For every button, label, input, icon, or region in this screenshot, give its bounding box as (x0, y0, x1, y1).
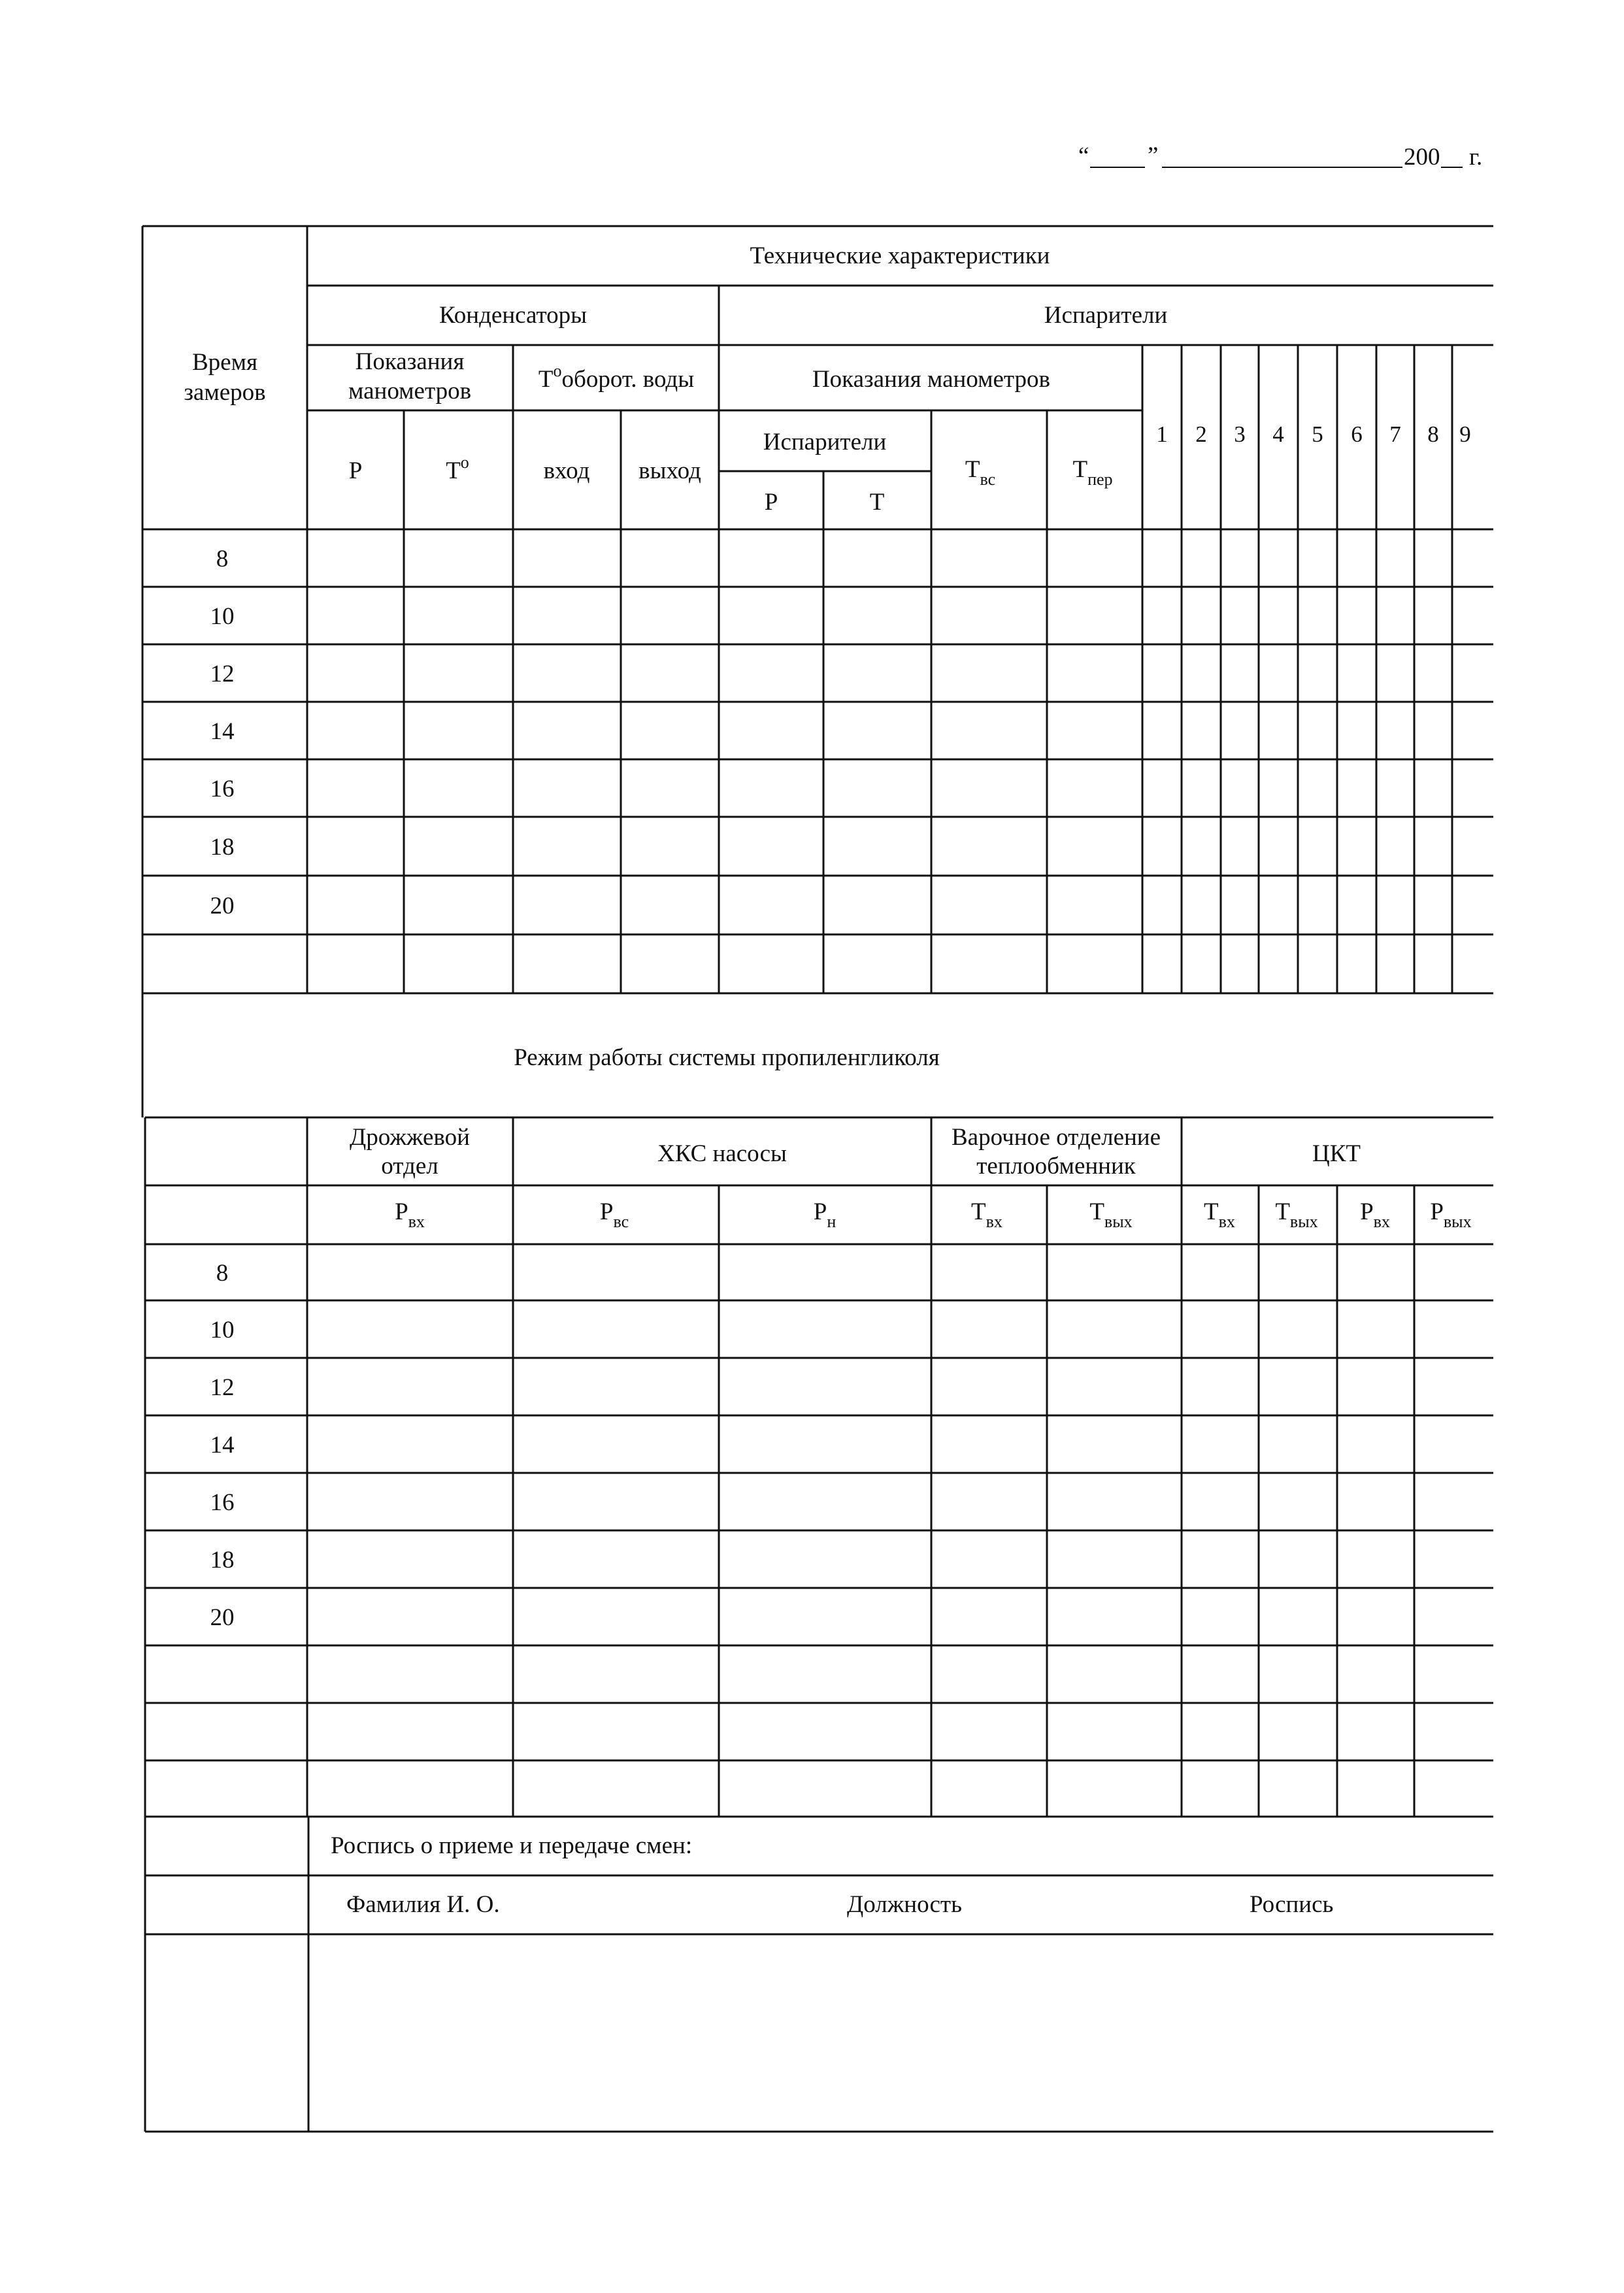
glycol-sub-header-sub: вых (1289, 1212, 1318, 1231)
glycol-sub-header (1360, 1198, 1390, 1231)
time-header-line1: Время (191, 349, 258, 376)
glycol-sub-header-letter: Т (1089, 1198, 1104, 1225)
glycol-sub-header-letter: Т (971, 1198, 986, 1225)
water-temp-rest: оборот. воды (561, 366, 695, 393)
evaporator-sub-title: Испарители (763, 429, 887, 455)
time-row-label: 18 (210, 1547, 235, 1574)
pumps-header: ХКС насосы (657, 1140, 787, 1167)
signature-position-label: Должность (847, 1891, 962, 1918)
time-row-label: 10 (210, 603, 235, 630)
glycol-sub-header-letter: Р (1430, 1198, 1444, 1225)
yeast-dept-line1: Дрожжевой (350, 1124, 470, 1151)
col-t-overheat-letter: Т (1072, 456, 1088, 483)
glycol-sub-header-letter: Т (1275, 1198, 1290, 1225)
condensers-title: Конденсаторы (439, 302, 588, 329)
date-quote-close: ” (1148, 142, 1159, 169)
col-condenser-p: Р (348, 457, 363, 484)
time-row-label: 14 (210, 718, 235, 745)
technical-table (142, 226, 1493, 993)
numbered-column-3: 3 (1234, 421, 1246, 447)
section-title: Технические характеристики (750, 242, 1050, 269)
condenser-gauges-line1: Показания (355, 348, 465, 375)
signature-name-label: Фамилия И. О. (346, 1891, 500, 1918)
glycol-sub-header (814, 1198, 837, 1231)
water-temp-degree: о (553, 361, 562, 380)
glycol-sub-header-sub: вх (408, 1212, 425, 1231)
glycol-sub-header (1089, 1198, 1132, 1231)
ckt-header: ЦКТ (1312, 1140, 1361, 1167)
time-row-label: 12 (210, 1374, 235, 1401)
col-condenser-t-degree: о (460, 453, 469, 472)
col-t-suction-letter: Т (965, 456, 980, 483)
col-t-overheat-sub: пер (1087, 470, 1113, 489)
time-header-line2: замеров (184, 379, 266, 406)
glycol-sub-header-letter: Р (395, 1198, 408, 1225)
numbered-column-1: 1 (1156, 421, 1168, 447)
glycol-sub-header-sub: вс (613, 1212, 629, 1231)
glycol-sub-header (1430, 1198, 1471, 1231)
numbered-column-5: 5 (1312, 421, 1323, 447)
col-t-suction (965, 456, 995, 489)
evaporator-gauges-title: Показания манометров (812, 366, 1051, 393)
glycol-sub-header (1275, 1198, 1317, 1231)
numbered-column-8: 8 (1427, 421, 1439, 447)
time-row-label: 12 (210, 661, 235, 687)
glycol-sub-header-letter: Р (1360, 1198, 1374, 1225)
date-quote-open: “ (1078, 142, 1089, 169)
glycol-sub-header (395, 1198, 425, 1231)
col-evaporator-p: Р (764, 489, 778, 516)
numbered-column-9: 9 (1459, 421, 1471, 447)
glycol-sub-header (1204, 1198, 1235, 1231)
time-row-label: 8 (216, 546, 229, 572)
signature-section (145, 1817, 1493, 2132)
numbered-column-7: 7 (1389, 421, 1401, 447)
time-row-label: 20 (210, 1604, 235, 1631)
glycol-sub-header (600, 1198, 629, 1231)
brewhouse-line1: Варочное отделение (951, 1124, 1161, 1151)
glycol-sub-header-sub: вх (986, 1212, 1003, 1231)
time-row-label: 8 (216, 1260, 229, 1287)
col-water-out: выход (638, 457, 701, 484)
col-evaporator-t: Т (869, 489, 885, 516)
numbered-column-6: 6 (1351, 421, 1363, 447)
numbered-columns (1156, 421, 1471, 447)
year-prefix: 200 (1404, 144, 1440, 171)
time-row-label: 10 (210, 1317, 235, 1344)
time-row-label: 18 (210, 834, 235, 861)
col-condenser-t-letter: Т (446, 457, 461, 484)
time-row-label: 14 (210, 1432, 235, 1459)
glycol-sub-header-letter: Т (1204, 1198, 1219, 1225)
glycol-sub-header-sub: вх (1373, 1212, 1390, 1231)
glycol-sub-header (971, 1198, 1003, 1231)
col-water-in: вход (543, 457, 590, 484)
glycol-sub-header-sub: вых (1104, 1212, 1133, 1231)
glycol-table-headers (350, 1124, 1361, 1179)
glycol-sub-header-letter: Р (813, 1198, 827, 1225)
evaporators-title: Испарители (1044, 302, 1168, 329)
glycol-title: Режим работы системы пропиленгликоля (514, 1044, 940, 1071)
col-t-overheat (1072, 456, 1112, 489)
time-row-label: 16 (210, 776, 235, 802)
year-suffix: г. (1469, 144, 1483, 171)
technical-table-headers (184, 242, 1167, 516)
glycol-sub-header-letter: Р (599, 1198, 614, 1225)
glycol-time-rows (210, 1260, 235, 1631)
numbered-column-4: 4 (1272, 421, 1284, 447)
glycol-sub-headers (395, 1198, 1472, 1231)
water-temp-header (539, 361, 694, 393)
brewhouse-line2: теплообменник (976, 1153, 1136, 1179)
water-temp-t: Т (538, 366, 554, 393)
technical-time-rows (210, 546, 235, 919)
signature-caption: Роспись о приеме и передаче смен: (331, 1832, 693, 1859)
glycol-sub-header-sub: вых (1443, 1212, 1472, 1231)
time-row-label: 20 (210, 893, 235, 919)
condenser-gauges-line2: манометров (348, 378, 472, 404)
glycol-sub-header-sub: н (827, 1212, 837, 1231)
glycol-sub-header-sub: вх (1218, 1212, 1235, 1231)
col-t-suction-sub: вс (980, 470, 996, 489)
date-line (1078, 142, 1482, 171)
time-row-label: 16 (210, 1489, 235, 1516)
col-condenser-t (446, 453, 469, 484)
yeast-dept-line2: отдел (381, 1153, 439, 1179)
signature-sign-label: Роспись (1250, 1891, 1334, 1918)
numbered-column-2: 2 (1195, 421, 1207, 447)
